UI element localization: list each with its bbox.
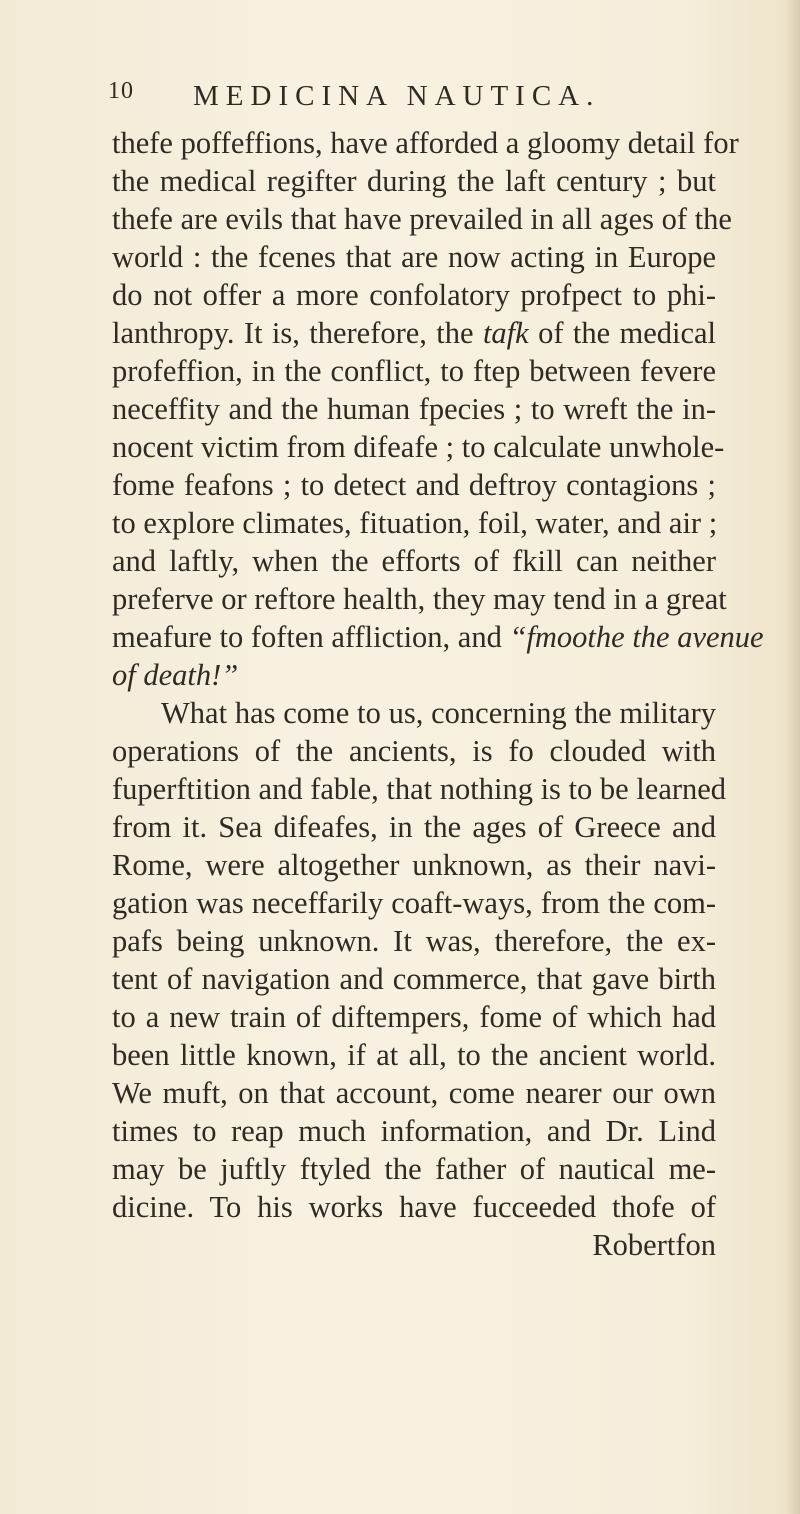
text-line: to a new train of diftempers, fome of which had bbox=[112, 1000, 716, 1034]
running-title: MEDICINA NAUTICA. bbox=[193, 80, 601, 112]
catchword-line: Robertfon bbox=[592, 1228, 716, 1262]
text-line: dicine. To his works have fucceeded thofe of bbox=[112, 1190, 716, 1224]
page-number: 10 bbox=[108, 78, 134, 104]
text-line: tent of navigation and commerce, that gave birth bbox=[112, 962, 716, 996]
paragraph-start-line: What has come to us, concerning the military bbox=[161, 696, 716, 730]
text-line: thefe are evils that have prevailed in all ages of the bbox=[112, 202, 732, 236]
italic-quote: “fmoothe the avenue bbox=[509, 620, 764, 654]
text-line: do not offer a more confolatory profpect to phi- bbox=[112, 278, 716, 312]
text-line: thefe poffeffions, have afforded a gloomy detail for bbox=[112, 126, 739, 160]
text-line: We muft, on that account, come nearer our own bbox=[112, 1076, 716, 1110]
text-line: neceffity and the human fpecies ; to wreft the in- bbox=[112, 392, 716, 426]
text-line: operations of the ancients, is fo clouded with bbox=[112, 734, 716, 768]
text-line: nocent victim from difeafe ; to calculate unwhole- bbox=[112, 430, 725, 464]
text-line: preferve or reftore health, they may tend in a great bbox=[112, 582, 727, 616]
text-line: gation was neceffarily coaft-ways, from the com- bbox=[112, 886, 716, 920]
text-line: from it. Sea difeafes, in the ages of Greece and bbox=[112, 810, 716, 844]
text-line: and laftly, when the efforts of fkill can neither bbox=[112, 544, 716, 578]
text-line: to explore climates, fituation, foil, water, and air ; bbox=[112, 506, 718, 540]
text-line: pafs being unknown. It was, therefore, the ex- bbox=[112, 924, 716, 958]
text-line: fome feafons ; to detect and deftroy contagions ; bbox=[112, 468, 716, 502]
italic-word: tafk bbox=[482, 316, 529, 350]
text-line: fuperftition and fable, that nothing is to be learned bbox=[112, 772, 727, 806]
text-line-with-italic bbox=[112, 314, 716, 352]
text-line: Rome, were altogether unknown, as their navi- bbox=[112, 848, 716, 882]
text-segment: of the medical bbox=[538, 316, 717, 350]
text-line: world : the fcenes that are now acting in Europe bbox=[112, 240, 716, 274]
text-line: times to reap much information, and Dr. Lind bbox=[112, 1114, 716, 1148]
text-line: been little known, if at all, to the ancient world. bbox=[112, 1038, 716, 1072]
italic-quote: of death!” bbox=[112, 658, 239, 692]
text-line-quote-end bbox=[112, 656, 238, 694]
text-segment: meafure to foften affliction, and bbox=[112, 620, 502, 654]
text-line: the medical regifter during the laft century ; but bbox=[112, 164, 716, 198]
text-segment: lanthropy. It is, therefore, the bbox=[112, 316, 474, 350]
text-line: profeffion, in the conflict, to ftep between fevere bbox=[112, 354, 716, 388]
text-line: may be juftly ftyled the father of nautical me- bbox=[112, 1152, 716, 1186]
text-line-with-quote bbox=[112, 618, 764, 656]
